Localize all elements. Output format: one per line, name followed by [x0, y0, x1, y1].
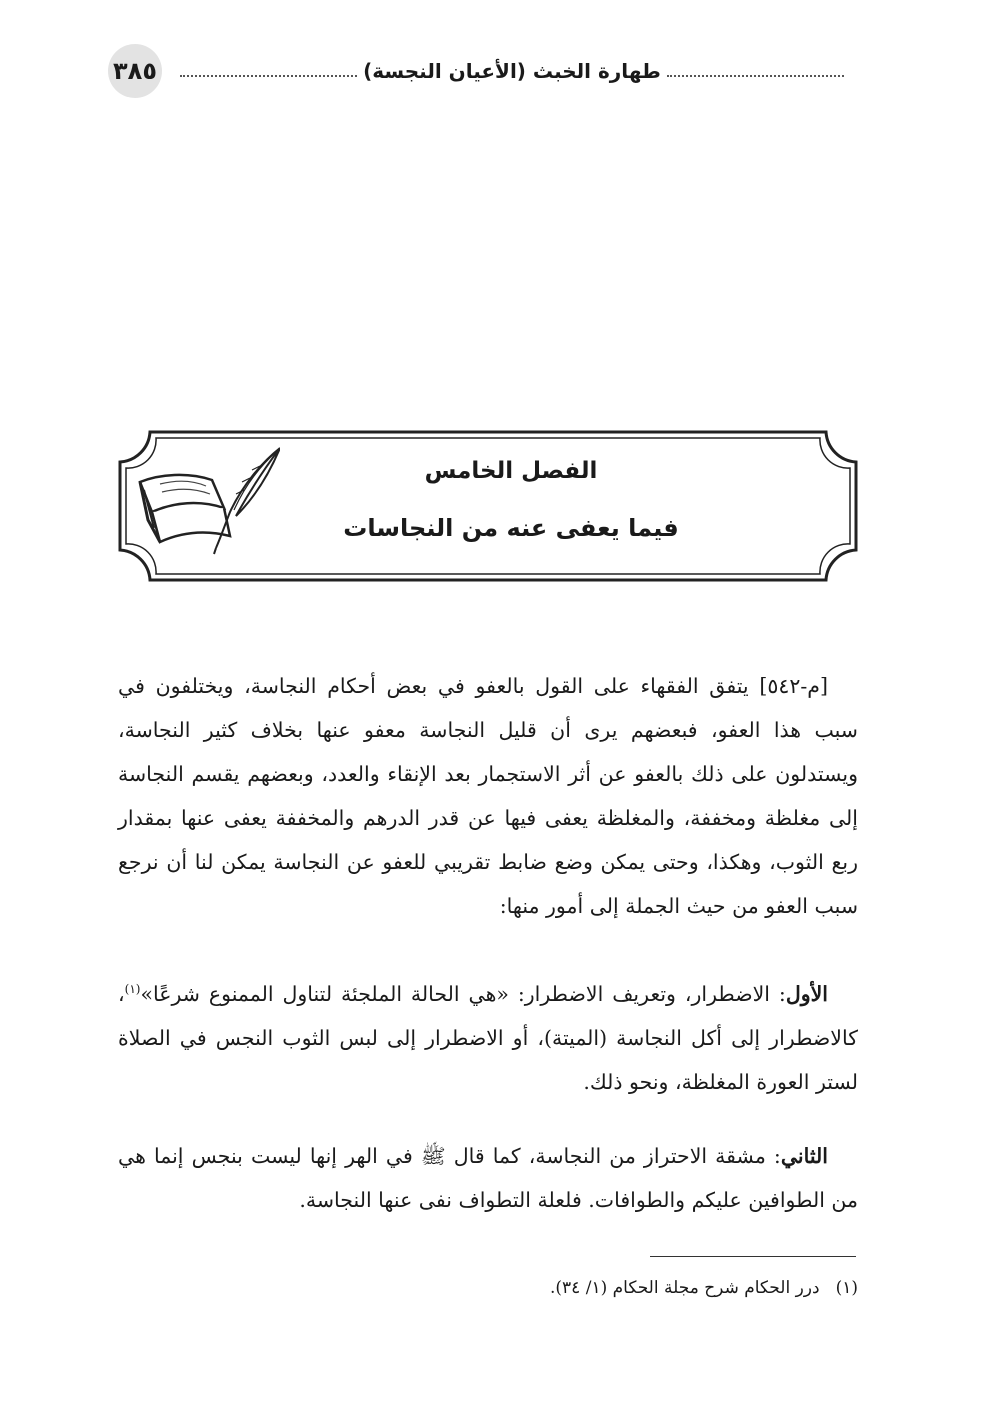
- chapter-banner: [116, 428, 860, 584]
- chapter-title: فيما يعفى عنه من النجاسات: [343, 514, 679, 542]
- paragraph-intro: [م-٥٤٢] يتفق الفقهاء على القول بالعفو في بعض أحكام النجاسة، ويختلفون في سبب هذا العفو، فبعضهم يرى أن قليل النجاسة معفو عنها بخلاف كثير النجاسة، ويستدلون على ذلك بالعفو عن أثر الاستجمار بعد الإنقاء والعدد، وبعضهم يقسم النجاسة إلى مغلظة ومخففة، والمغلظة يعفى فيها عن قدر الدرهم والمخففة يعفى عنها بمقدار ربع الثوب، وهكذا، وحتى يمكن وضع ضابط تقريبي للعفو عن النجاسة يمكن لنا أن نرجع سبب العفو من حيث الجملة إلى أمور منها:: [118, 674, 858, 918]
- footnote-number: (١): [835, 1278, 858, 1298]
- page-number: ٣٨٥: [108, 44, 162, 98]
- header-leader-left: [180, 75, 357, 77]
- footnote-ref-1[interactable]: (١): [124, 982, 141, 997]
- running-header: [180, 56, 844, 86]
- paragraph-first-reason: [118, 972, 858, 1104]
- second-reason-text: : مشقة الاحتراز من النجاسة، كما قال ﷺ في الهر إنها ليست بنجس إنما هي من الطوافين عليكم والطوافات. فلعلة التطواف نفى عنها النجاسة.: [118, 1144, 858, 1212]
- term-first: الأول: [785, 982, 828, 1006]
- footnote: [550, 1278, 858, 1298]
- footnote-text: درر الحكام شرح مجلة الحكام (١/ ٣٤).: [549, 1278, 820, 1298]
- running-title: طهارة الخبث (الأعيان النجسة): [363, 59, 661, 83]
- chapter-label: الفصل الخامس: [424, 458, 598, 484]
- footnote-divider: [650, 1256, 856, 1257]
- term-second: الثاني: [780, 1144, 828, 1168]
- paragraph-second-reason: [118, 1134, 858, 1222]
- book-quill-icon: [130, 438, 280, 558]
- header-leader-right: [667, 75, 844, 77]
- first-reason-text: : الاضطرار، وتعريف الاضطرار: «هي الحالة الملجئة لتناول الممنوع شرعًا»: [140, 982, 786, 1006]
- first-reason-text-cont: ، كالاضطرار إلى أكل النجاسة (الميتة)، أو الاضطرار إلى لبس الثوب النجس في الصلاة لستر العورة المغلظة، ونحو ذلك.: [118, 982, 858, 1094]
